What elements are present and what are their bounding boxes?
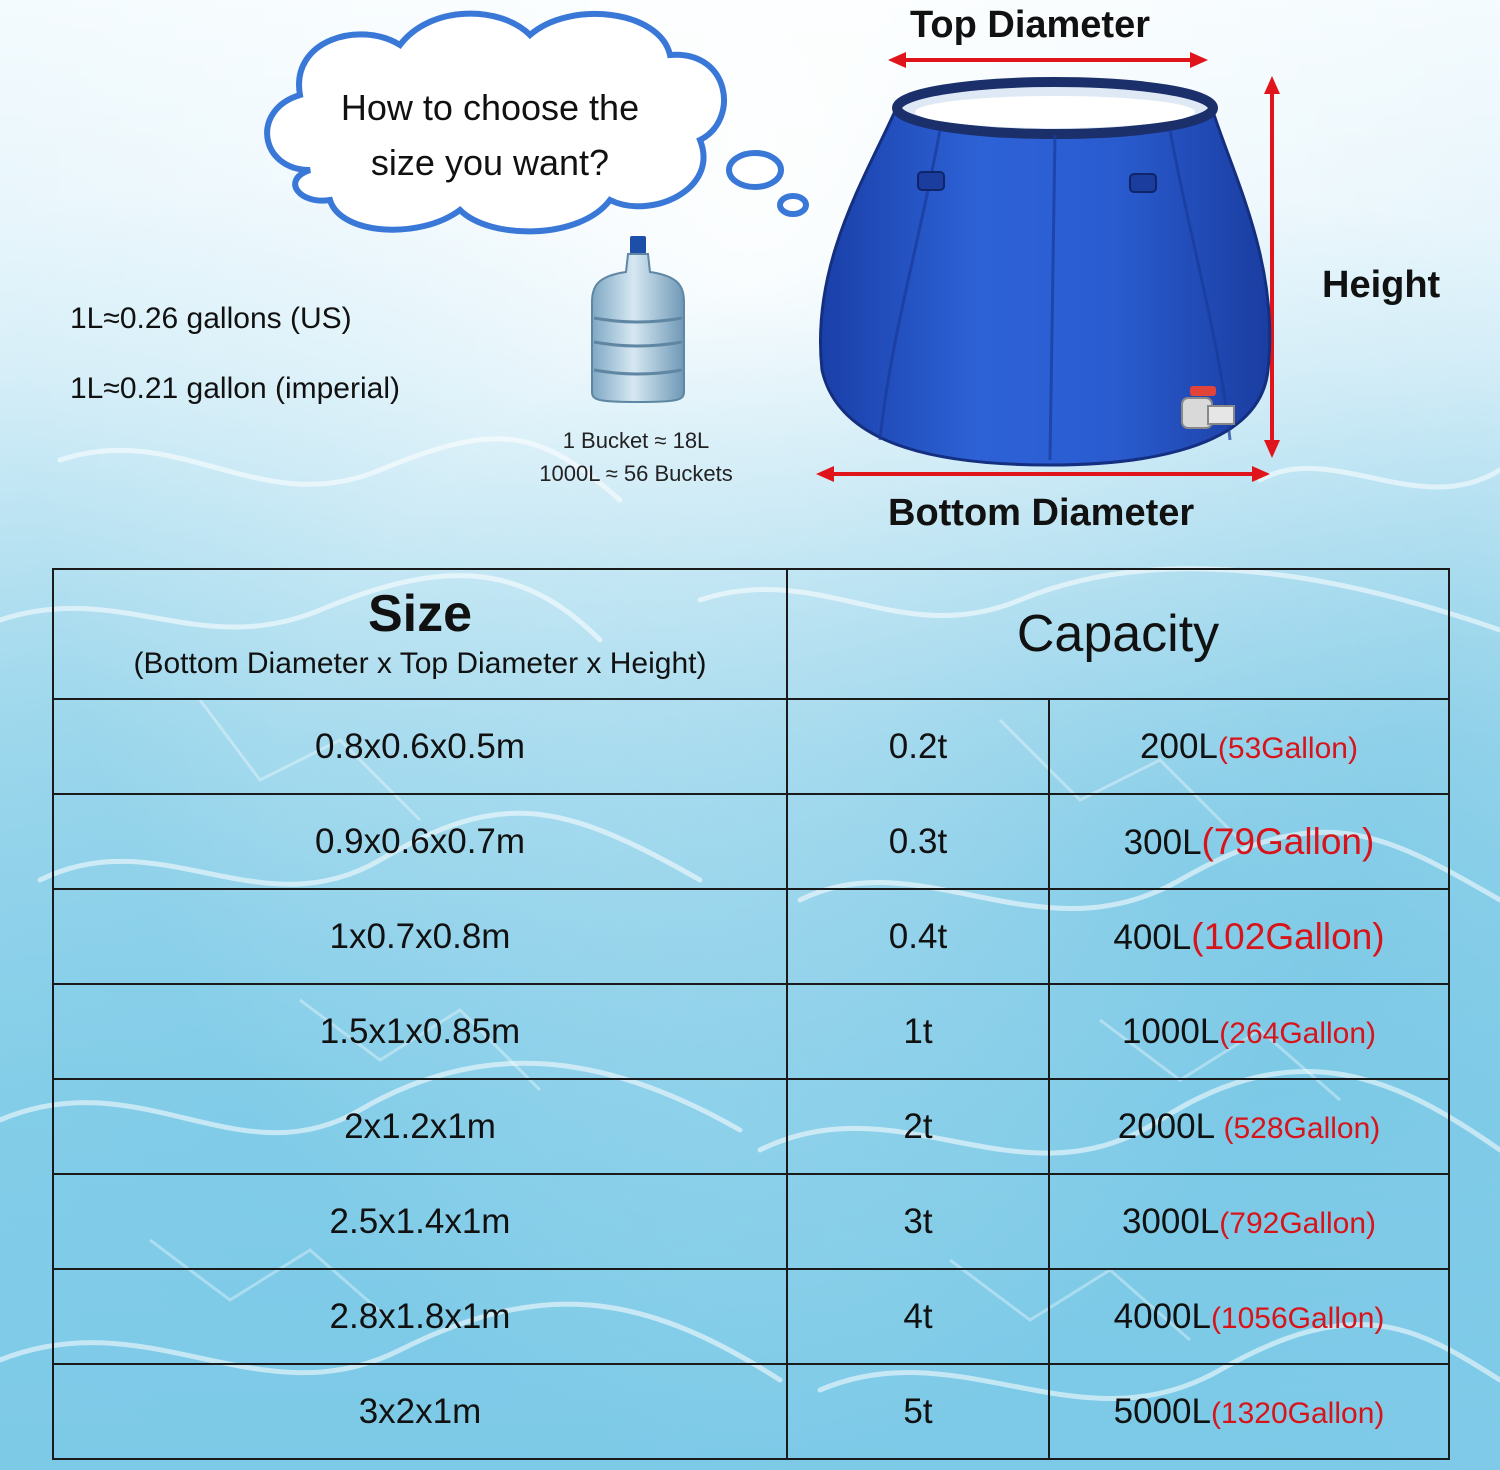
- liters-value: 200L: [1140, 726, 1218, 766]
- conversion-imperial: 1L≈0.21 gallon (imperial): [70, 372, 400, 405]
- table-row: [53, 889, 1449, 984]
- gallons-value: (528Gallon): [1223, 1111, 1381, 1145]
- size-header: Size: [367, 585, 473, 643]
- bucket-note: [500, 424, 772, 490]
- liters-value: 3000L: [1121, 1201, 1220, 1241]
- table-row: [53, 1174, 1449, 1269]
- size-cell: 2x1.2x1m: [53, 1079, 787, 1174]
- bottom-diameter-label: Bottom Diameter: [888, 492, 1195, 534]
- size-subheader: (Bottom Diameter x Top Diameter x Height): [133, 647, 707, 680]
- liters-cell: [1049, 794, 1449, 889]
- tons-cell: 3t: [787, 1174, 1049, 1269]
- bucket-note-line-1: 1 Bucket ≈ 18L: [562, 428, 710, 453]
- height-label: Height: [1322, 264, 1441, 306]
- bucket-note-line-2: 1000L ≈ 56 Buckets: [539, 461, 733, 486]
- size-cell: 1x0.7x0.8m: [53, 889, 787, 984]
- gallons-value: (102Gallon): [1191, 915, 1385, 957]
- liters-cell: [1049, 1364, 1449, 1459]
- liters-cell: [1049, 984, 1449, 1079]
- bottom-diameter-arrow-icon: [816, 466, 1270, 482]
- tons-cell: 4t: [787, 1269, 1049, 1364]
- size-capacity-table: [52, 568, 1450, 1460]
- gallons-value: (1056Gallon): [1210, 1301, 1385, 1335]
- liters-value: 2000L: [1117, 1106, 1224, 1146]
- question-line-2: size you want?: [370, 142, 610, 183]
- size-cell: 3x2x1m: [53, 1364, 787, 1459]
- liters-value: 300L: [1123, 822, 1202, 862]
- tons-cell: 0.4t: [787, 889, 1049, 984]
- liters-value: 400L: [1113, 917, 1192, 957]
- liters-cell: [1049, 1269, 1449, 1364]
- tons-cell: 1t: [787, 984, 1049, 1079]
- gallons-value: (264Gallon): [1219, 1016, 1377, 1050]
- liters-value: 5000L: [1113, 1391, 1211, 1431]
- conversion-us: 1L≈0.26 gallons (US): [70, 302, 352, 335]
- capacity-header: Capacity: [787, 569, 1449, 699]
- size-cell: 0.8x0.6x0.5m: [53, 699, 787, 794]
- table-row: [53, 1364, 1449, 1459]
- cloud-question: [270, 80, 710, 190]
- table-row: [53, 984, 1449, 1079]
- height-arrow-icon: [1264, 76, 1280, 458]
- table-row: [53, 699, 1449, 794]
- tons-cell: 5t: [787, 1364, 1049, 1459]
- top-diameter-label: Top Diameter: [910, 4, 1151, 46]
- liters-cell: [1049, 1174, 1449, 1269]
- question-line-1: How to choose the: [340, 87, 640, 128]
- liters-value: 4000L: [1113, 1296, 1211, 1336]
- water-tank-illustration: [810, 40, 1290, 490]
- top-diameter-arrow-icon: [888, 52, 1208, 68]
- table-row: [53, 1079, 1449, 1174]
- gallons-value: (1320Gallon): [1210, 1396, 1385, 1430]
- liters-cell: [1049, 1079, 1449, 1174]
- tons-cell: 0.2t: [787, 699, 1049, 794]
- size-cell: 2.5x1.4x1m: [53, 1174, 787, 1269]
- gallons-value: (79Gallon): [1201, 820, 1375, 862]
- gallons-value: (53Gallon): [1217, 731, 1358, 765]
- liters-cell: [1049, 699, 1449, 794]
- water-bottle-icon: [588, 232, 688, 404]
- liters-value: 1000L: [1121, 1011, 1220, 1051]
- size-cell: 2.8x1.8x1m: [53, 1269, 787, 1364]
- size-header-cell: [53, 569, 787, 699]
- table-row: [53, 794, 1449, 889]
- size-cell: 1.5x1x0.85m: [53, 984, 787, 1079]
- liters-cell: [1049, 889, 1449, 984]
- table-row: [53, 1269, 1449, 1364]
- tons-cell: 0.3t: [787, 794, 1049, 889]
- table-header-row: [53, 569, 1449, 699]
- tons-cell: 2t: [787, 1079, 1049, 1174]
- size-cell: 0.9x0.6x0.7m: [53, 794, 787, 889]
- gallons-value: (792Gallon): [1219, 1206, 1377, 1240]
